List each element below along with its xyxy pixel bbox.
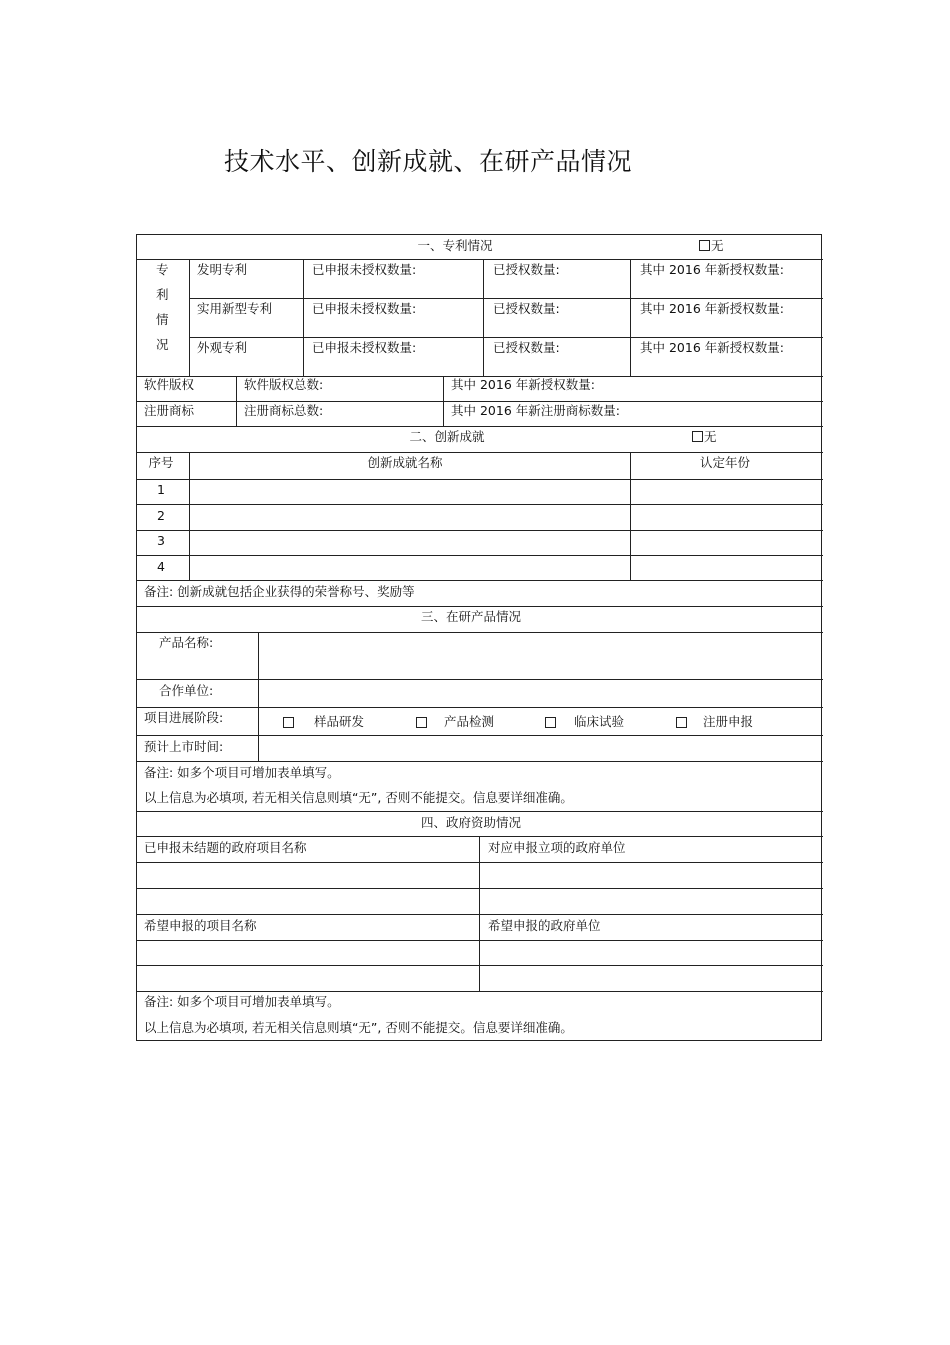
row-divider (137, 504, 823, 505)
section1-none-label: 无 (711, 238, 724, 253)
trademark-total-field[interactable]: 注册商标总数: (244, 403, 324, 418)
partner-label: 合作单位: (159, 683, 214, 698)
section4-heading: 四、政府资助情况 (420, 815, 522, 830)
row-divider (137, 888, 823, 889)
col-divider (258, 735, 259, 761)
section3-note: 备注: 如多个项目可增加表单填写。 (144, 765, 340, 780)
new-2016-count-field[interactable]: 其中 2016 年新授权数量: (640, 301, 784, 316)
checkbox-icon[interactable] (283, 717, 294, 728)
trademark-label: 注册商标 (144, 403, 195, 418)
col-divider (258, 632, 259, 735)
col-divider (303, 259, 304, 376)
row-divider (137, 679, 823, 680)
section2-note: 备注: 创新成就包括企业获得的荣誉称号、奖励等 (144, 584, 415, 599)
row-divider (137, 965, 823, 966)
row-divider (137, 259, 823, 260)
checkbox-icon[interactable] (692, 431, 703, 442)
software-label: 软件版权 (144, 377, 195, 392)
col-header-pending-project: 已申报未结题的政府项目名称 (144, 840, 307, 855)
checkbox-icon[interactable] (545, 717, 556, 728)
section2-heading: 二、创新成就 (409, 429, 485, 444)
section2-none-label: 无 (704, 429, 717, 444)
col-header-name: 创新成就名称 (367, 455, 443, 470)
stage-sample-rd[interactable]: 样品研发 (314, 714, 365, 729)
new-2016-count-field[interactable]: 其中 2016 年新授权数量: (640, 340, 784, 355)
side-label-char: 利 (156, 287, 169, 302)
row-number: 1 (157, 482, 165, 497)
granted-count-field[interactable]: 已授权数量: (493, 340, 560, 355)
col-header-desired-project: 希望申报的项目名称 (144, 918, 257, 933)
row-divider (189, 337, 823, 338)
col-header-pending-unit: 对应申报立项的政府单位 (488, 840, 626, 855)
col-divider (443, 376, 444, 426)
checkbox-icon[interactable] (416, 717, 427, 728)
row-divider (137, 479, 823, 480)
side-label-char: 专 (156, 262, 169, 277)
row-divider (137, 914, 823, 915)
row-divider (137, 735, 823, 736)
patent-type-utility: 实用新型专利 (197, 301, 273, 316)
product-name-label: 产品名称: (159, 635, 214, 650)
row-divider (137, 555, 823, 556)
col-divider (630, 259, 631, 376)
stage-product-test[interactable]: 产品检测 (444, 714, 495, 729)
section1-heading: 一、专利情况 (417, 238, 493, 253)
trademark-new-field[interactable]: 其中 2016 年新注册商标数量: (451, 403, 620, 418)
row-number: 2 (157, 508, 165, 523)
section2-none-option[interactable] (692, 430, 717, 444)
row-divider (137, 452, 823, 453)
patent-type-design: 外观专利 (197, 340, 248, 355)
row-divider (137, 707, 823, 708)
col-header-year: 认定年份 (699, 455, 751, 470)
row-divider (137, 606, 823, 607)
row-divider (137, 836, 823, 837)
granted-count-field[interactable]: 已授权数量: (493, 262, 560, 277)
new-2016-count-field[interactable]: 其中 2016 年新授权数量: (640, 262, 784, 277)
stage-clinical-trial[interactable]: 临床试验 (574, 714, 625, 729)
launch-time-label: 预计上市时间: (144, 739, 224, 754)
row-divider (137, 401, 823, 402)
software-total-field[interactable]: 软件版权总数: (244, 377, 324, 392)
software-new-field[interactable]: 其中 2016 年新授权数量: (451, 377, 595, 392)
section4-note: 备注: 如多个项目可增加表单填写。 (144, 994, 340, 1009)
stage-registration[interactable]: 注册申报 (703, 714, 754, 729)
patent-type-invention: 发明专利 (197, 262, 248, 277)
applied-count-field[interactable]: 已申报未授权数量: (312, 262, 417, 277)
page-title: 技术水平、创新成就、在研产品情况 (224, 147, 633, 176)
col-divider (630, 452, 631, 580)
col-divider (189, 452, 190, 580)
col-divider (483, 259, 484, 376)
col-divider (479, 836, 480, 991)
side-label-char: 况 (156, 337, 169, 352)
row-number: 4 (157, 559, 165, 574)
row-divider (137, 580, 823, 581)
applied-count-field[interactable]: 已申报未授权数量: (312, 340, 417, 355)
section3-required-note: 以上信息为必填项, 若无相关信息则填“无”, 否则不能提交。信息要详细准确。 (144, 790, 573, 805)
section4-required-note: 以上信息为必填项, 若无相关信息则填“无”, 否则不能提交。信息要详细准确。 (144, 1020, 573, 1035)
row-number: 3 (157, 533, 165, 548)
checkbox-icon[interactable] (699, 240, 710, 251)
col-header-desired-unit: 希望申报的政府单位 (488, 918, 601, 933)
granted-count-field[interactable]: 已授权数量: (493, 301, 560, 316)
section3-heading: 三、在研产品情况 (420, 609, 522, 624)
checkbox-icon[interactable] (676, 717, 687, 728)
row-divider (137, 811, 823, 812)
col-divider (236, 376, 237, 426)
row-divider (137, 940, 823, 941)
row-divider (137, 991, 823, 992)
side-label-char: 情 (156, 312, 169, 327)
row-divider (189, 298, 823, 299)
stage-label: 项目进展阶段: (144, 710, 224, 725)
col-header-seq: 序号 (148, 455, 174, 470)
applied-count-field[interactable]: 已申报未授权数量: (312, 301, 417, 316)
section1-none-option[interactable] (699, 239, 724, 253)
row-divider (137, 530, 823, 531)
row-divider (137, 761, 823, 762)
application-form (136, 234, 822, 1041)
row-divider (137, 426, 823, 427)
row-divider (137, 862, 823, 863)
col-divider (189, 259, 190, 376)
row-divider (137, 632, 823, 633)
